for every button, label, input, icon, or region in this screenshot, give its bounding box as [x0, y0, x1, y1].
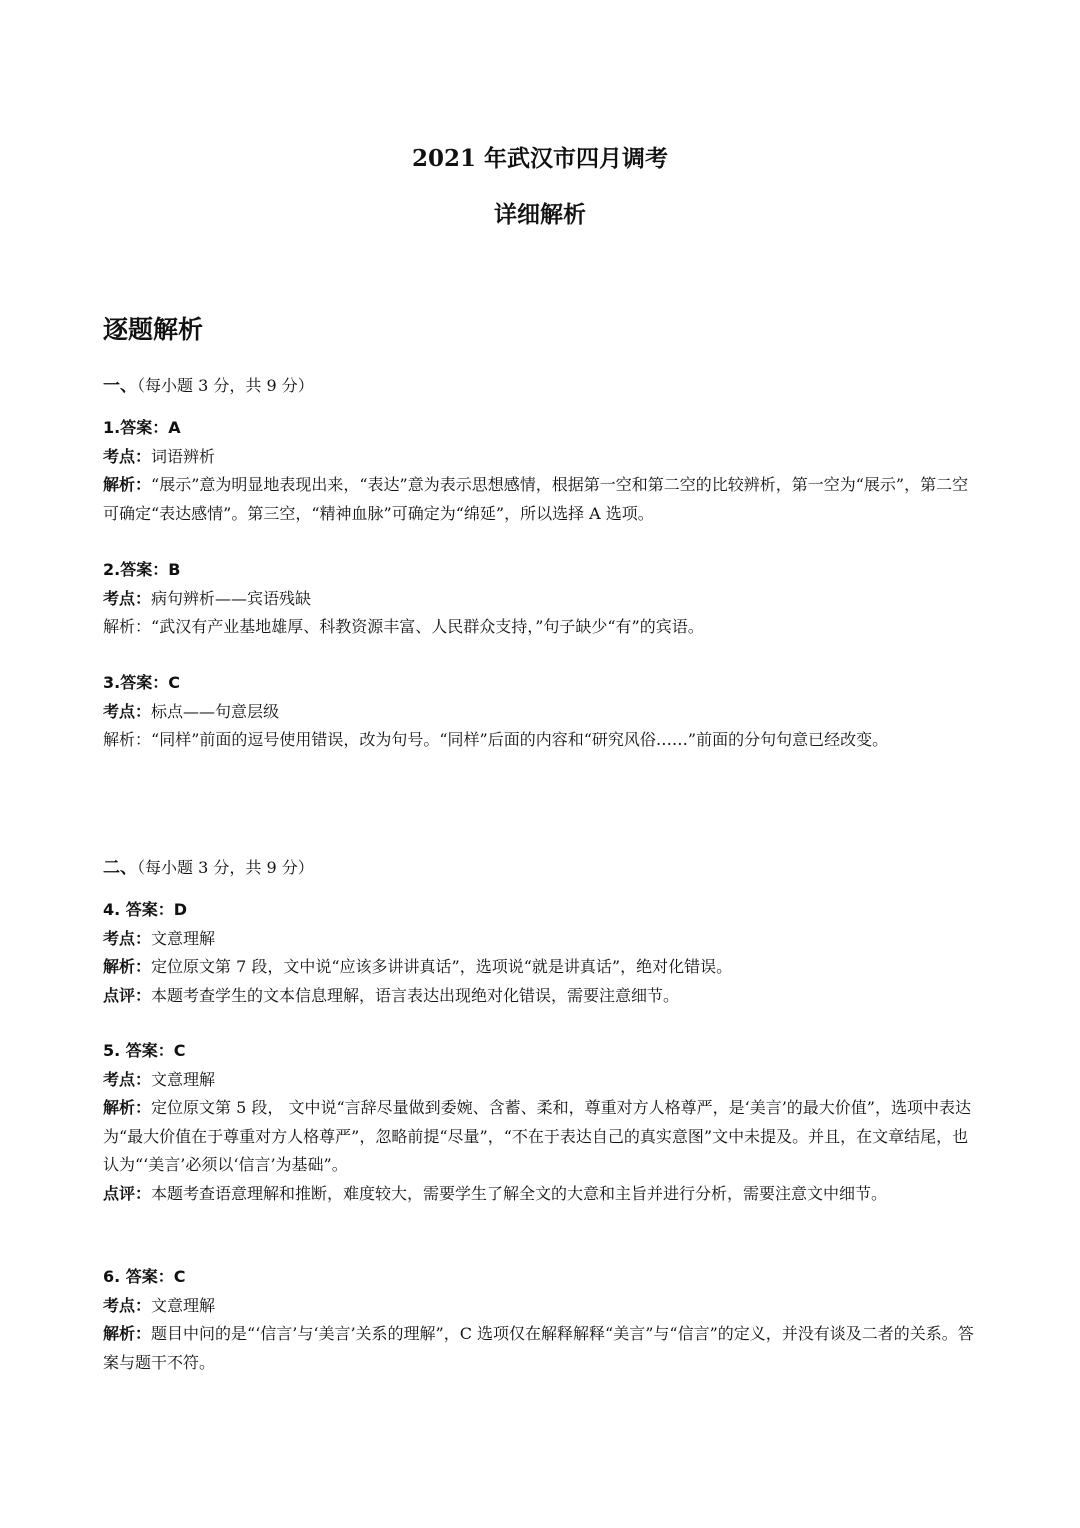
point-line: [103, 585, 983, 614]
analysis-label: 解析：: [103, 617, 152, 636]
point-label: 考点：: [103, 1295, 152, 1315]
comment-text: 本题考查学生的文本信息理解，语言表达出现绝对化错误，需要注意细节。: [151, 985, 680, 1005]
question-block-3: [103, 669, 983, 755]
question-block-5: [103, 1037, 983, 1208]
point-line: [103, 698, 983, 727]
section-heading: 逐题解析: [103, 315, 204, 344]
analysis-label: 解析：: [103, 957, 152, 976]
analysis-text: 定位原文第 5 段， 文中说“言辞尽量做到委婉、含蓄、柔和，尊重对方人格尊严，是‘美言’的最大价值”，选项中表达为“最大价值在于尊重对方人格尊严”，忽略前提“尽量”，“不在于表达自己的真实意图”文中未提及。并且，在文章结尾，也认为“‘美言’必须以‘信言’为基础”。: [103, 1098, 971, 1174]
point-label: 考点：: [103, 701, 152, 721]
answer-line: 5. 答案：C: [103, 1041, 186, 1060]
answer-line: 4. 答案：D: [103, 900, 188, 919]
point-line: [103, 1292, 983, 1321]
part-label: 二、: [103, 858, 137, 878]
answer-line: 6. 答案：C: [103, 1267, 186, 1286]
analysis-text: “同样”前面的逗号使用错误，改为句号。“同样”后面的内容和“研究风俗……”前面的分句句意已经改变。: [151, 730, 889, 749]
point-label: 考点：: [103, 1069, 152, 1089]
point-line: [103, 1066, 983, 1095]
point-text: 标点——句意层级: [151, 701, 280, 721]
part-note: （每小题 3 分，共 9 分）: [137, 858, 314, 877]
part-label: 一、: [103, 376, 137, 396]
point-line: [103, 443, 983, 472]
comment-text: 本题考查语意理解和推断，难度较大，需要学生了解全文的大意和主旨并进行分析，需要注意文中细节。: [151, 1183, 888, 1203]
analysis-line: [103, 726, 983, 755]
point-text: 词语辨析: [151, 446, 216, 466]
analysis-line: [103, 613, 983, 642]
point-label: 考点：: [103, 446, 152, 466]
comment-line: [103, 982, 983, 1011]
analysis-label: 解析：: [103, 1098, 152, 1117]
comment-label: 点评：: [103, 1183, 152, 1203]
part-heading-1: [103, 372, 314, 400]
part-note: （每小题 3 分，共 9 分）: [137, 376, 314, 395]
analysis-text: “武汉有产业基地雄厚、科教资源丰富、人民群众支持，”句子缺少“有”的宾语。: [151, 617, 704, 636]
point-line: [103, 925, 983, 954]
answer-line: 3.答案：C: [103, 673, 180, 692]
analysis-label: 解析：: [103, 730, 152, 749]
analysis-line: [103, 1320, 983, 1377]
point-text: 文意理解: [151, 1295, 216, 1315]
point-label: 考点：: [103, 928, 152, 948]
analysis-label: 解析：: [103, 475, 152, 494]
analysis-text: 题目中问的是“‘信言’与‘美言’关系的理解”，C 选项仅在解释解释“美言”与“信言”的定义，并没有谈及二者的关系。答案与题干不符。: [103, 1324, 974, 1372]
question-block-6: [103, 1263, 983, 1377]
answer-line: 1.答案：A: [103, 418, 181, 437]
point-label: 考点：: [103, 588, 152, 608]
analysis-text: 定位原文第 7 段，文中说“应该多讲讲真话”，选项说“就是讲真话”，绝对化错误。: [151, 957, 733, 976]
question-block-4: [103, 896, 983, 1010]
analysis-line: [103, 471, 983, 528]
comment-label: 点评：: [103, 985, 152, 1005]
point-text: 文意理解: [151, 1069, 216, 1089]
analysis-label: 解析：: [103, 1324, 152, 1343]
point-text: 文意理解: [151, 928, 216, 948]
document-subtitle: 详细解析: [494, 201, 586, 228]
answer-line: 2.答案：B: [103, 560, 181, 579]
comment-line: [103, 1180, 983, 1209]
analysis-line: [103, 1094, 983, 1180]
question-block-1: [103, 414, 983, 528]
point-text: 病句辨析——宾语残缺: [151, 588, 312, 608]
analysis-text: “展示”意为明显地表现出来，“表达”意为表示思想感情，根据第一空和第二空的比较辨析，第一空为“展示”，第二空可确定“表达感情”。第三空，“精神血脉”可确定为“绵延”，所以选择 A 选项。: [103, 475, 969, 523]
document-title: 2021 年武汉市四月调考: [411, 145, 669, 172]
part-heading-2: [103, 854, 314, 882]
analysis-line: [103, 953, 983, 982]
question-block-2: [103, 556, 983, 642]
